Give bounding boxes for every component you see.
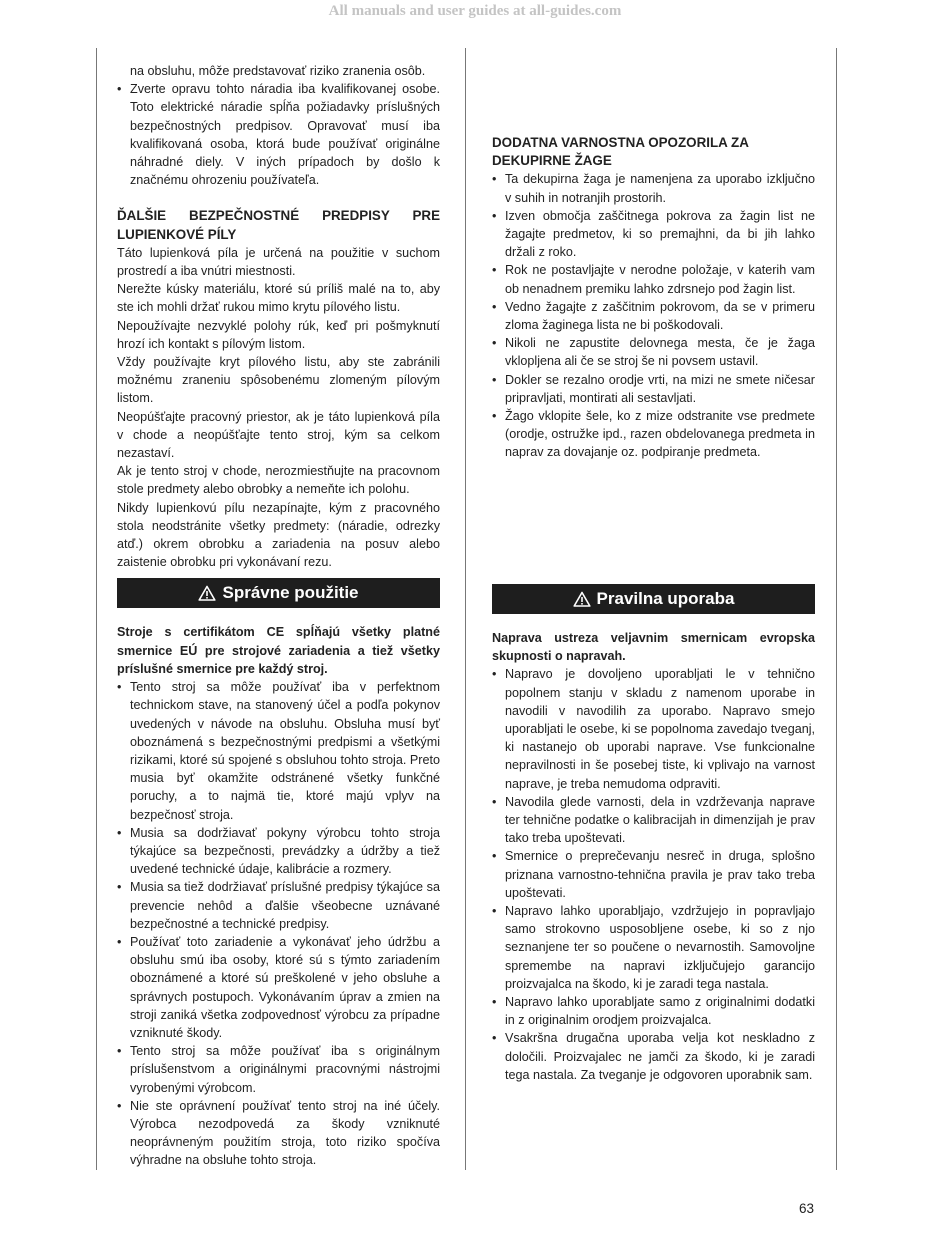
left-column — [117, 62, 440, 1170]
paragraph: Vždy používajte kryt pílového listu, aby ste zabránili možnému zraneniu spôsobenému zlomeným pílovým listom. — [117, 355, 440, 406]
page-number: 63 — [799, 1201, 815, 1216]
section-bar-title: Pravilna uporaba — [596, 588, 735, 608]
right-column-lower — [492, 584, 815, 1084]
list-item: • Vedno žagajte z zaščitnim pokrovom, da se v primeru zloma žaginega lista ne bi poškodovali. — [492, 298, 815, 334]
paragraph: Ak je tento stroj v chode, nerozmiestňujte na pracovnom stole predmety alebo obrobky a nemeňte ich polohu. — [117, 464, 440, 497]
intro-text: Naprava ustreza veljavnim smernicam evropska skupnosti o napravah. — [492, 631, 815, 664]
warning-triangle-icon — [573, 591, 591, 607]
list-item: • Musia sa tiež dodržiavať príslušné predpisy týkajúce sa prevencie nehôd a ďalšie všeobecne uznávané bezpečnostné a technické predpisy. — [117, 878, 440, 933]
list-item: • Nikoli ne zapustite delovnega mesta, če je žaga vklopljena ali če se stroj še ni povsem ustavil. — [492, 334, 815, 370]
list-item: • Zverte opravu tohto náradia iba kvalifikovanej osobe. Toto elektrické náradie spĺňa požiadavky príslušných bezpečnostných predpisov. Opravovať musí iba kvalifikovaná osoba, ktorá bude používať originálne náhradné diely. V iných prípadoch by došlo k značnému ohrozeniu používateľa. — [117, 80, 440, 189]
section-heading-line2: LUPIENKOVÉ PÍLY — [117, 226, 237, 242]
list-item: • Vsakršna drugačna uporaba velja kot neskladno z določili. Proizvajalec ne jamči za škodo, ki je zaradi tega nastala. Za tveganje je odgovoren uporabnik sam. — [492, 1029, 815, 1084]
paragraph: Nikdy lupienkovú pílu nezapínajte, kým z pracovného stola neodstránite všetky predmety: (náradie, odrezky atď.) okrem obrobku a zariadenia na posuv alebo zaistenie obrobku pri vykonávaní rezu. — [117, 500, 440, 570]
list-item: • Ta dekupirna žaga je namenjena za uporabo izključno v suhih in notranjih prostorih. — [492, 170, 815, 206]
section-bar-title: Správne použitie — [222, 583, 359, 603]
continuation-text: na obsluhu, môže predstavovať riziko zranenia osôb. — [130, 64, 426, 78]
list-item: • Nie ste oprávnení používať tento stroj na iné účely. Výrobca nezodpovedá za škody vzniknuté neoprávneným použitím stroja, toto riziko spočíva výhradne na obsluhe tohto stroja. — [117, 1097, 440, 1170]
list-item: • Izven območja zaščitnega pokrova za žagin list ne žagajte predmetov, ki so premajhni, da bi jih lahko držali z roko. — [492, 207, 815, 262]
warning-triangle-icon — [198, 585, 216, 601]
paragraph: Táto lupienková píla je určená na použitie v suchom prostredí a iba vnútri miestnosti. — [117, 245, 440, 279]
paragraph: Nepoužívajte nezvyklé polohy rúk, keď pri pošmyknutí hrozí ich kontakt s pílovým listom. — [117, 318, 440, 351]
paragraph: Nerežte kúsky materiálu, ktoré sú príliš malé na to, aby ste ich mohli držať rukou mimo krytu pílového listu. — [117, 282, 440, 315]
list-item: • Dokler se rezalno orodje vrti, na mizi ne smete ničesar pripravljati, montirati ali sestavljati. — [492, 371, 815, 407]
paragraph: Neopúšťajte pracovný priestor, ak je táto lupienková píla v chode a neopúšťajte tento stroj, kým sa celkom nezastaví. — [117, 409, 440, 461]
section-heading-dalsie-predpisy — [117, 207, 440, 225]
list-item: • Musia sa dodržiavať pokyny výrobcu tohto stroja týkajúce sa bezpečnosti, prevádzky a údržby a tiež uvedené technické údaje, kalibrácie a rozmery. — [117, 824, 440, 879]
list-item: • Napravo je dovoljeno uporabljati le v tehnično popolnem stanju v skladu z namenom uporabe in navodili v navodilih za uporabo. Napravo smejo uporabljati le osebe, ki se popolnoma zavedajo tveganj, ki nastanejo ob uporabi naprave. Vse funkcionalne nepravilnosti in še posebej tiste, ki vplivajo na varnost naprave, je treba nemudoma odpraviti. — [492, 665, 815, 792]
right-column — [492, 134, 815, 462]
heading-line: ĎALŠIE BEZPEČNOSTNÉ PREDPISY PRE — [117, 208, 440, 224]
list-item: • Navodila glede varnosti, dela in vzdrževanja naprave ter tehnične podatke o kalibracijah in dimenzijah je prav tako treba upoštevati. — [492, 793, 815, 848]
watermark: All manuals and user guides at all-guides.com — [328, 3, 622, 19]
section-heading-dodatna-opozorila: DODATNA VARNOSTNA OPOZORILA ZA DEKUPIRNE ŽAGE — [492, 135, 749, 169]
list-item: • Smernice o preprečevanju nesreč in druga, splošno priznana varnostno-tehnična pravila je prav tako treba upoštevati. — [492, 847, 815, 902]
right-top-bullet-list — [492, 170, 815, 461]
column-rule-left — [96, 48, 97, 1170]
list-item: • Tento stroj sa môže používať iba v perfektnom technickom stave, na stanovený účel a podľa pokynov uvedených v návode na obsluhu. Obsluha musí byť oboznámená s bezpečnostnými predpismi a všetkými rizikami, ktoré sú spojené s obsluhou tohto stroja. Preto musia byť okamžite odstránené všetky funkčné poruchy, a to najmä tie, ktoré majú vplyv na bezpečnosť stroja. — [117, 678, 440, 824]
column-rule-right — [836, 48, 837, 1170]
list-item: • Používať toto zariadenie a vykonávať jeho údržbu a obsluhu smú iba osoby, ktoré sú s týmto zariadením oboznámené a ktoré sú preškolené v jeho obsluhe a správnych postupoch. Vykonávaním úprav a zmien na stroji zaniká všetka zodpovednosť výrobcu za prípadne vzniknuté škody. — [117, 933, 440, 1042]
column-rule-middle — [465, 48, 466, 1170]
list-item: • Žago vklopite šele, ko z mize odstranite vse predmete (orodje, ostružke ipd., razen obdelovanega predmeta in naprav za dovajanje oz. podpiranje predmeta. — [492, 407, 815, 462]
intro-text: Stroje s certifikátom CE spĺňajú všetky platné smernice EÚ pre strojové zariadenia a tiež všetky príslušné smernice pre každý stroj. — [117, 625, 440, 676]
list-item: • Rok ne postavljajte v nerodne položaje, v katerih vam ob nenadnem premiku lahko zdrsnejo pod žagin list. — [492, 261, 815, 297]
left-bullet-list — [117, 678, 440, 1169]
list-item: • Napravo lahko uporabljate samo z originalnimi dodatki in z originalnim orodjem proizvajalca. — [492, 993, 815, 1029]
section-bar-pravilna-uporaba — [492, 584, 815, 614]
section-bar-spravne-pouzitie — [117, 578, 440, 608]
right-bullet-list — [492, 665, 815, 1084]
list-item: • Napravo lahko uporabljajo, vzdržujejo in popravljajo samo strokovno usposobljene osebe, ki so z njo seznanjene ter so poučene o nevarnostih. Samovoljne spremembe na napravi izključujejo garancijo proizvajalca na škodo, ki je zaradi tega nastala. — [492, 902, 815, 993]
list-item: • Tento stroj sa môže používať iba s originálnym príslušenstvom a originálnymi pracovnými nástrojmi vyrobenými výrobcom. — [117, 1042, 440, 1097]
left-top-bullet-list — [117, 80, 440, 189]
